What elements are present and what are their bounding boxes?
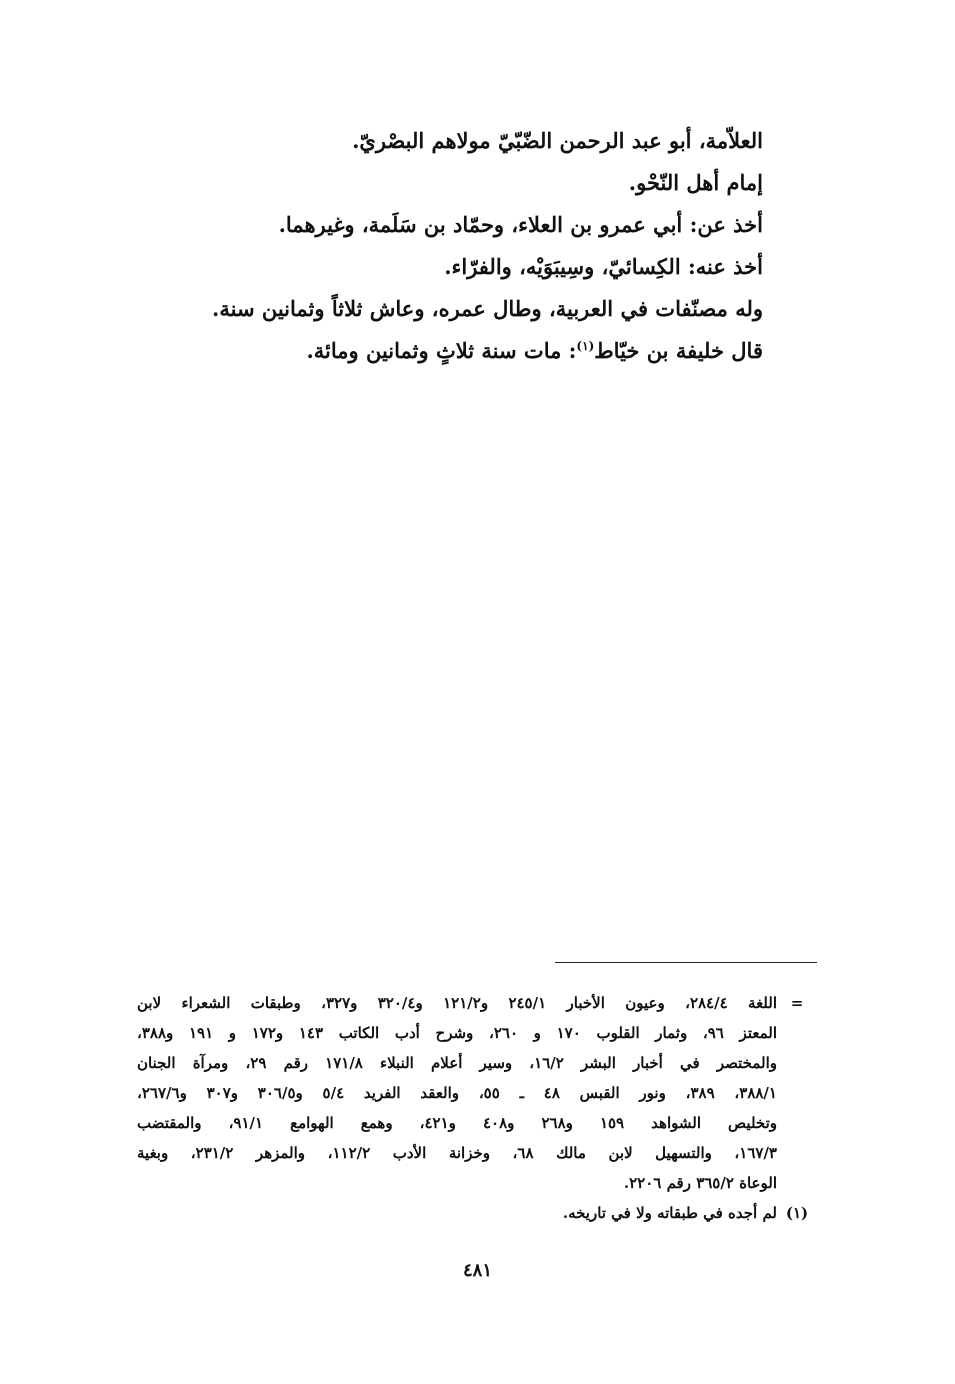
main-text-line: أخذ عن: أبي عمرو بن العلاء، وحمّاد بن سَلَمة، وغيرهما. xyxy=(278,212,763,237)
footnote-separator xyxy=(555,962,817,963)
footnote-continuation xyxy=(137,988,817,1198)
footnote-line: المعتز ٩٦، وثمار القلوب ١٧٠ و ٢٦٠، وشرح أدب الكاتب ١٤٣ و١٧٢ و ١٩١ و٣٨٨، xyxy=(137,1024,777,1042)
main-text-line: إمام أهل النّحْو. xyxy=(628,170,763,195)
main-text-line: أخذ عنه: الكِسائيّ، وسِيبَوَيْه، والفرّاء. xyxy=(444,254,763,279)
footnote-line: الوعاة ٣٦٥/٢ رقم ٢٢٠٦. xyxy=(623,1174,777,1192)
main-text-line: وله مصنّفات في العربية، وطال عمره، وعاش ثلاثاً وثمانين سنة. xyxy=(212,296,763,321)
main-text-line-with-footnote-ref xyxy=(163,330,763,372)
footnote-continuation-body xyxy=(137,988,777,1198)
main-text-line: العلاّمة، أبو عبد الرحمن الضّبّيّ مولاهم البصْريّ. xyxy=(352,128,763,153)
footnote-line: اللغة ٢٨٤/٤، وعيون الأخبار ٢٤٥/١ و١٢١/٢ و٣٢٠/٤ و٣٢٧، وطبقات الشعراء لابن xyxy=(137,994,777,1012)
continuation-marker: = xyxy=(790,994,804,1012)
footnote-line: والمختصر في أخبار البشر ١٦/٢، وسير أعلام النبلاء ١٧١/٨ رقم ٢٩، ومرآة الجنان xyxy=(137,1054,777,1072)
footnote-1-body xyxy=(137,1198,777,1228)
footnote-1 xyxy=(137,1198,817,1228)
main-text-segment: قال خليفة بن خيّاط xyxy=(594,338,763,363)
footnote-line: ١٦٧/٣، والتسهيل لابن مالك ٦٨، وخزانة الأدب ١١٢/٢، والمزهر ٢٣١/٢، وبغية xyxy=(137,1144,777,1162)
footnote-number: (١) xyxy=(785,1204,809,1222)
footnote-reference[interactable]: (١) xyxy=(576,339,595,353)
main-text-segment: : مات سنة ثلاثٍ وثمانين ومائة. xyxy=(306,338,577,363)
footnote-line: لم أجده في طبقاته ولا في تاريخه. xyxy=(562,1204,777,1222)
footnotes-block xyxy=(137,988,817,1228)
footnote-line: ٣٨٨/١، ٣٨٩، ونور القبس ٤٨ ـ ٥٥، والعقد الفريد ٥/٤ و٣٠٦/٥ و٣٠٧ و٢٦٧/٦، xyxy=(137,1084,777,1102)
footnote-line: وتخليص الشواهد ١٥٩ و٢٦٨ و٤٠٨ و٤٢١، وهمع الهوامع ٩١/١، والمقتضب xyxy=(137,1114,777,1132)
main-text-block xyxy=(163,120,763,372)
page-number: ٤٨١ xyxy=(462,1260,492,1281)
